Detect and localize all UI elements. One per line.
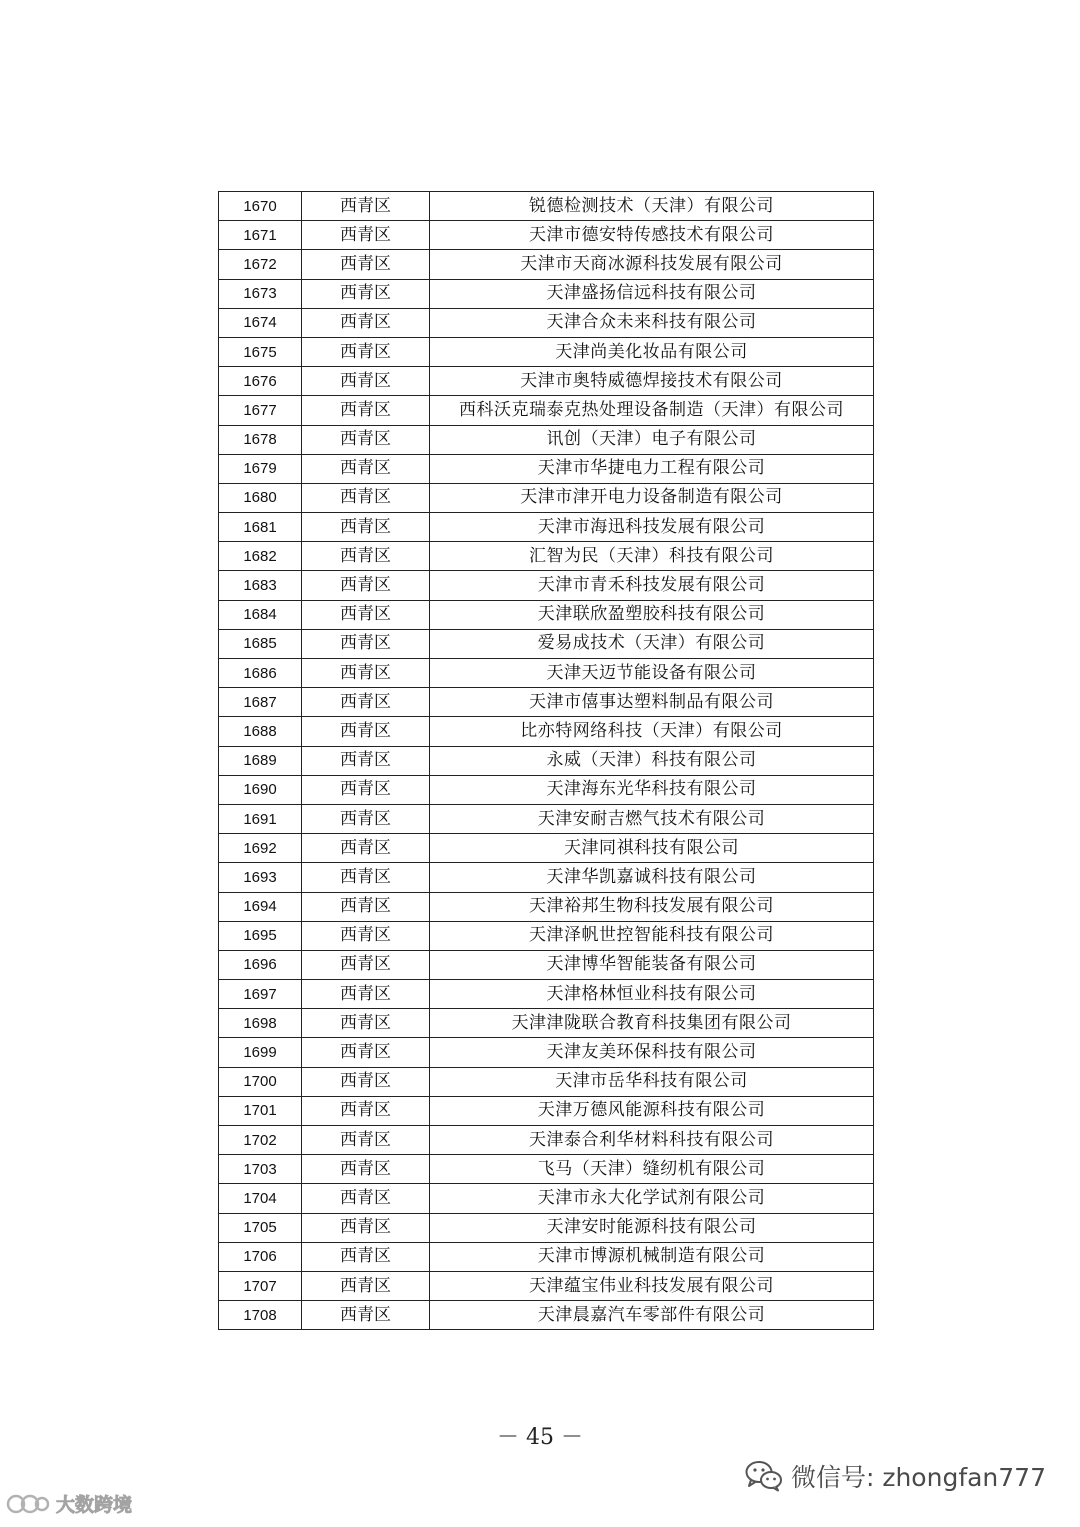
table-row [219, 337, 874, 366]
table-row [219, 804, 874, 833]
row-company-name: 天津蕴宝伟业科技发展有限公司 [430, 1271, 874, 1300]
row-district: 西青区 [302, 483, 430, 512]
row-district: 西青区 [302, 1242, 430, 1271]
table-row [219, 1242, 874, 1271]
row-company-name: 天津安耐吉燃气技术有限公司 [430, 804, 874, 833]
row-company-name: 天津同祺科技有限公司 [430, 834, 874, 863]
row-district: 西青区 [302, 629, 430, 658]
row-company-name: 天津市岳华科技有限公司 [430, 1067, 874, 1096]
row-company-name: 天津市永大化学试剂有限公司 [430, 1184, 874, 1213]
wechat-watermark [745, 1458, 1046, 1494]
table-row [219, 1067, 874, 1096]
row-district: 西青区 [302, 1155, 430, 1184]
table-row [219, 1155, 874, 1184]
row-number: 1676 [219, 367, 302, 396]
row-district: 西青区 [302, 659, 430, 688]
row-company-name: 天津市博源机械制造有限公司 [430, 1242, 874, 1271]
row-company-name: 天津安时能源科技有限公司 [430, 1213, 874, 1242]
row-district: 西青区 [302, 1271, 430, 1300]
table-row [219, 1038, 874, 1067]
row-district: 西青区 [302, 308, 430, 337]
row-number: 1700 [219, 1067, 302, 1096]
row-number: 1677 [219, 396, 302, 425]
row-number: 1702 [219, 1126, 302, 1155]
wechat-id-text: 微信号: zhongfan777 [790, 1463, 1046, 1492]
table-row [219, 629, 874, 658]
row-number: 1698 [219, 1009, 302, 1038]
row-company-name: 讯创（天津）电子有限公司 [430, 425, 874, 454]
row-district: 西青区 [302, 892, 430, 921]
row-company-name: 天津博华智能装备有限公司 [430, 950, 874, 979]
row-number: 1696 [219, 950, 302, 979]
row-district: 西青区 [302, 688, 430, 717]
row-district: 西青区 [302, 775, 430, 804]
row-number: 1675 [219, 337, 302, 366]
table-row [219, 542, 874, 571]
row-district: 西青区 [302, 1096, 430, 1125]
corner-watermark [6, 1490, 132, 1517]
table-row [219, 746, 874, 775]
row-number: 1678 [219, 425, 302, 454]
row-number: 1689 [219, 746, 302, 775]
row-district: 西青区 [302, 834, 430, 863]
row-district: 西青区 [302, 279, 430, 308]
table-row [219, 1301, 874, 1330]
table-row [219, 308, 874, 337]
row-number: 1685 [219, 629, 302, 658]
row-district: 西青区 [302, 425, 430, 454]
row-number: 1680 [219, 483, 302, 512]
row-number: 1695 [219, 921, 302, 950]
row-company-name: 天津市津开电力设备制造有限公司 [430, 483, 874, 512]
row-company-name: 天津市华捷电力工程有限公司 [430, 454, 874, 483]
table-row [219, 980, 874, 1009]
row-district: 西青区 [302, 337, 430, 366]
table-row [219, 717, 874, 746]
row-district: 西青区 [302, 513, 430, 542]
row-district: 西青区 [302, 863, 430, 892]
table-row [219, 1213, 874, 1242]
row-company-name: 天津市僖事达塑料制品有限公司 [430, 688, 874, 717]
row-number: 1701 [219, 1096, 302, 1125]
table-row [219, 192, 874, 221]
row-company-name: 天津合众未来科技有限公司 [430, 308, 874, 337]
row-company-name: 天津津陇联合教育科技集团有限公司 [430, 1009, 874, 1038]
row-number: 1671 [219, 221, 302, 250]
row-number: 1670 [219, 192, 302, 221]
row-company-name: 天津裕邦生物科技发展有限公司 [430, 892, 874, 921]
table-row [219, 921, 874, 950]
table-row [219, 571, 874, 600]
row-company-name: 天津市奥特威德焊接技术有限公司 [430, 367, 874, 396]
row-company-name: 西科沃克瑞泰克热处理设备制造（天津）有限公司 [430, 396, 874, 425]
row-company-name: 天津盛扬信远科技有限公司 [430, 279, 874, 308]
table-row [219, 1184, 874, 1213]
row-district: 西青区 [302, 454, 430, 483]
row-district: 西青区 [302, 396, 430, 425]
row-number: 1688 [219, 717, 302, 746]
row-district: 西青区 [302, 950, 430, 979]
row-district: 西青区 [302, 1038, 430, 1067]
row-district: 西青区 [302, 746, 430, 775]
row-number: 1679 [219, 454, 302, 483]
row-company-name: 天津格林恒业科技有限公司 [430, 980, 874, 1009]
row-number: 1707 [219, 1271, 302, 1300]
row-number: 1691 [219, 804, 302, 833]
row-number: 1693 [219, 863, 302, 892]
row-number: 1703 [219, 1155, 302, 1184]
table-row [219, 221, 874, 250]
row-company-name: 比亦特网络科技（天津）有限公司 [430, 717, 874, 746]
row-company-name: 天津友美环保科技有限公司 [430, 1038, 874, 1067]
table-row [219, 892, 874, 921]
company-list-table [218, 191, 874, 1330]
row-company-name: 天津晨嘉汽车零部件有限公司 [430, 1301, 874, 1330]
row-number: 1697 [219, 980, 302, 1009]
row-number: 1706 [219, 1242, 302, 1271]
row-number: 1672 [219, 250, 302, 279]
table-row [219, 454, 874, 483]
row-number: 1687 [219, 688, 302, 717]
row-number: 1682 [219, 542, 302, 571]
table-row [219, 1096, 874, 1125]
table-row [219, 775, 874, 804]
row-company-name: 天津市青禾科技发展有限公司 [430, 571, 874, 600]
row-company-name: 天津华凯嘉诚科技有限公司 [430, 863, 874, 892]
corner-watermark-text: 大数跨境 [56, 1494, 133, 1516]
row-company-name: 天津天迈节能设备有限公司 [430, 659, 874, 688]
row-district: 西青区 [302, 221, 430, 250]
row-district: 西青区 [302, 1126, 430, 1155]
row-district: 西青区 [302, 542, 430, 571]
row-company-name: 天津市天商冰源科技发展有限公司 [430, 250, 874, 279]
row-number: 1673 [219, 279, 302, 308]
row-district: 西青区 [302, 717, 430, 746]
table-body [219, 192, 874, 1330]
row-number: 1684 [219, 600, 302, 629]
row-district: 西青区 [302, 600, 430, 629]
row-district: 西青区 [302, 1009, 430, 1038]
row-company-name: 天津万德风能源科技有限公司 [430, 1096, 874, 1125]
row-company-name: 天津海东光华科技有限公司 [430, 775, 874, 804]
row-number: 1692 [219, 834, 302, 863]
row-company-name: 锐德检测技术（天津）有限公司 [430, 192, 874, 221]
row-number: 1690 [219, 775, 302, 804]
row-company-name: 汇智为民（天津）科技有限公司 [430, 542, 874, 571]
table-row [219, 834, 874, 863]
row-district: 西青区 [302, 1213, 430, 1242]
row-company-name: 飞马（天津）缝纫机有限公司 [430, 1155, 874, 1184]
row-number: 1704 [219, 1184, 302, 1213]
table-row [219, 863, 874, 892]
table-row [219, 250, 874, 279]
row-company-name: 永威（天津）科技有限公司 [430, 746, 874, 775]
row-company-name: 天津泰合利华材料科技有限公司 [430, 1126, 874, 1155]
table-row [219, 1271, 874, 1300]
row-company-name: 天津泽帆世控智能科技有限公司 [430, 921, 874, 950]
row-district: 西青区 [302, 192, 430, 221]
table-row [219, 367, 874, 396]
row-company-name: 天津联欣盈塑胶科技有限公司 [430, 600, 874, 629]
row-number: 1686 [219, 659, 302, 688]
table-row [219, 950, 874, 979]
table-row [219, 396, 874, 425]
row-district: 西青区 [302, 1184, 430, 1213]
row-company-name: 天津市海迅科技发展有限公司 [430, 513, 874, 542]
row-number: 1708 [219, 1301, 302, 1330]
table-row [219, 425, 874, 454]
row-number: 1683 [219, 571, 302, 600]
row-district: 西青区 [302, 367, 430, 396]
row-district: 西青区 [302, 980, 430, 1009]
row-number: 1705 [219, 1213, 302, 1242]
table-row [219, 279, 874, 308]
table-row [219, 1009, 874, 1038]
row-number: 1699 [219, 1038, 302, 1067]
corner-logo-icon [6, 1491, 50, 1517]
row-district: 西青区 [302, 921, 430, 950]
row-district: 西青区 [302, 1067, 430, 1096]
row-number: 1694 [219, 892, 302, 921]
page-number: － 45 － [497, 1425, 583, 1450]
row-company-name: 天津市德安特传感技术有限公司 [430, 221, 874, 250]
wechat-icon [745, 1460, 783, 1492]
table-row [219, 513, 874, 542]
row-district: 西青区 [302, 1301, 430, 1330]
row-district: 西青区 [302, 571, 430, 600]
table-row [219, 1126, 874, 1155]
row-number: 1674 [219, 308, 302, 337]
table-row [219, 688, 874, 717]
row-company-name: 爱易成技术（天津）有限公司 [430, 629, 874, 658]
row-district: 西青区 [302, 250, 430, 279]
row-district: 西青区 [302, 804, 430, 833]
table-row [219, 600, 874, 629]
table-row [219, 659, 874, 688]
row-company-name: 天津尚美化妆品有限公司 [430, 337, 874, 366]
row-number: 1681 [219, 513, 302, 542]
table-row [219, 483, 874, 512]
